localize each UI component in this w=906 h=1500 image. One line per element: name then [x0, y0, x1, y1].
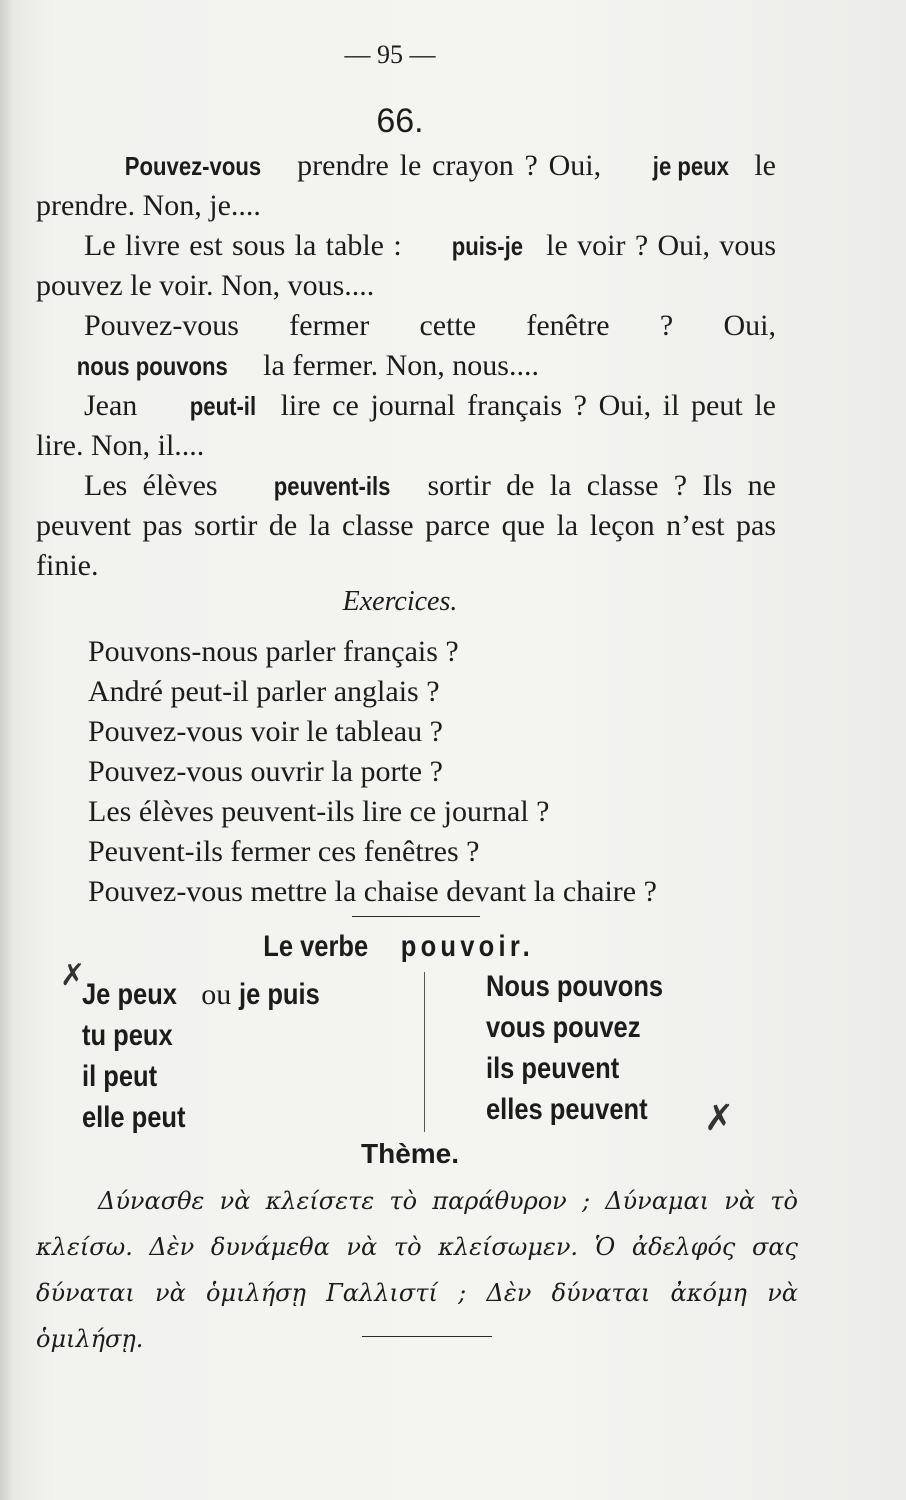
conj-plural	[486, 1089, 694, 1130]
bold-verb-form: Pouvez-vous	[124, 151, 262, 181]
section-rule	[352, 916, 480, 917]
reading-paragraph	[36, 146, 776, 226]
conj-singular	[82, 1056, 334, 1097]
bold-verb-form: nous pouvons	[76, 351, 228, 381]
verb-title-label: Le verbe	[263, 930, 369, 963]
conj-plural	[486, 966, 694, 1007]
conj-first-person-singular	[82, 974, 334, 1015]
reading-text: sortir de la classe ? Ils ne peuvent pas sortir de la classe parce que la leçon n’est pas finie.	[36, 469, 776, 582]
conj-elle: elle peut	[82, 1101, 186, 1134]
exercise-item: André peut-il parler anglais ?	[88, 675, 440, 708]
reading-text: prendre le crayon ? Oui,	[286, 149, 612, 182]
reading-paragraph	[36, 226, 776, 306]
exercise-item: Pouvez-vous ouvrir la porte ?	[88, 755, 443, 788]
reading-text: Les élèves	[84, 469, 233, 502]
reading-text: le voir ? Oui, vous pouvez le voir. Non, vous....	[36, 229, 777, 302]
exercise-item: Les élèves peuvent-ils lire ce journal ?	[88, 795, 550, 828]
reading-paragraph	[36, 466, 776, 586]
reading-text: lire ce journal français ? Oui, il peut le lire. Non, il....	[36, 389, 776, 462]
conjugation-divider	[424, 972, 425, 1132]
end-rule	[362, 1336, 492, 1337]
verb-singular-column	[82, 974, 334, 1138]
theme-title: Thème.	[360, 1138, 460, 1169]
exercise-item: Pouvez-vous mettre la chaise devant la chaire ?	[88, 875, 657, 908]
theme-greek-text: Δύνασθε νὰ κλείσετε τὸ παράθυρον ; Δύναμαι νὰ τὸ κλείσω. Δὲν δυνάμεθα νὰ τὸ κλείσωμεν. Ὁ ἀδελφός σας δύναται νὰ ὁμιλήσῃ Γαλλιστί ; Δὲν δύναται ἀκόμη νὰ ὁμιλήσῃ.	[36, 1187, 798, 1353]
conj-plural	[486, 1007, 694, 1048]
lesson-number: 66.	[376, 102, 424, 140]
conj-plural	[486, 1048, 694, 1089]
conj-ils: ils peuvent	[486, 1052, 620, 1085]
conj-vous: vous pouvez	[486, 1011, 641, 1044]
exercise-item: Peuvent-ils fermer ces fenêtres ?	[88, 835, 480, 868]
page-number: — 95 —	[344, 40, 436, 69]
bold-verb-form: je peux	[652, 151, 729, 181]
reading-passage	[36, 146, 776, 586]
exercises-title: Exercices.	[342, 586, 458, 617]
pencil-cross-mark-icon: ✗	[704, 1098, 735, 1139]
conj-je-peux: Je peux	[82, 978, 177, 1011]
reading-text: la fermer. Non, nous....	[255, 349, 539, 382]
verb-table-title	[0, 930, 800, 964]
verb-title-verb: pouvoir.	[401, 930, 535, 963]
conj-singular	[82, 1015, 334, 1056]
conj-elles: elles peuvent	[486, 1093, 648, 1126]
conj-tu: tu peux	[82, 1019, 173, 1052]
bold-verb-form: peuvent-ils	[273, 471, 391, 501]
conj-je-puis: je puis	[238, 978, 320, 1011]
exercise-item: Pouvez-vous voir le tableau ?	[88, 715, 443, 748]
bold-verb-form: peut-il	[189, 391, 257, 421]
page-spine-shadow	[0, 0, 14, 1500]
reading-text: Le livre est sous la table :	[84, 229, 412, 262]
verb-plural-column	[486, 966, 694, 1130]
conj-or: ou	[193, 978, 239, 1011]
exercise-item: Pouvons-nous parler français ?	[88, 635, 459, 668]
conj-nous: Nous pouvons	[486, 970, 664, 1003]
reading-text: Jean	[84, 389, 149, 422]
conj-singular	[82, 1097, 334, 1138]
reading-paragraph	[36, 386, 776, 466]
reading-text: Pouvez-vous fermer cette fenêtre ? Oui,	[84, 309, 776, 342]
reading-paragraph	[36, 306, 776, 386]
pencil-cross-mark-icon: ✗	[60, 958, 86, 993]
bold-verb-form: puis-je	[451, 231, 524, 261]
exercises-list	[88, 632, 808, 912]
reading-text: le prendre. Non, je....	[36, 149, 776, 222]
conj-il: il peut	[82, 1060, 158, 1093]
